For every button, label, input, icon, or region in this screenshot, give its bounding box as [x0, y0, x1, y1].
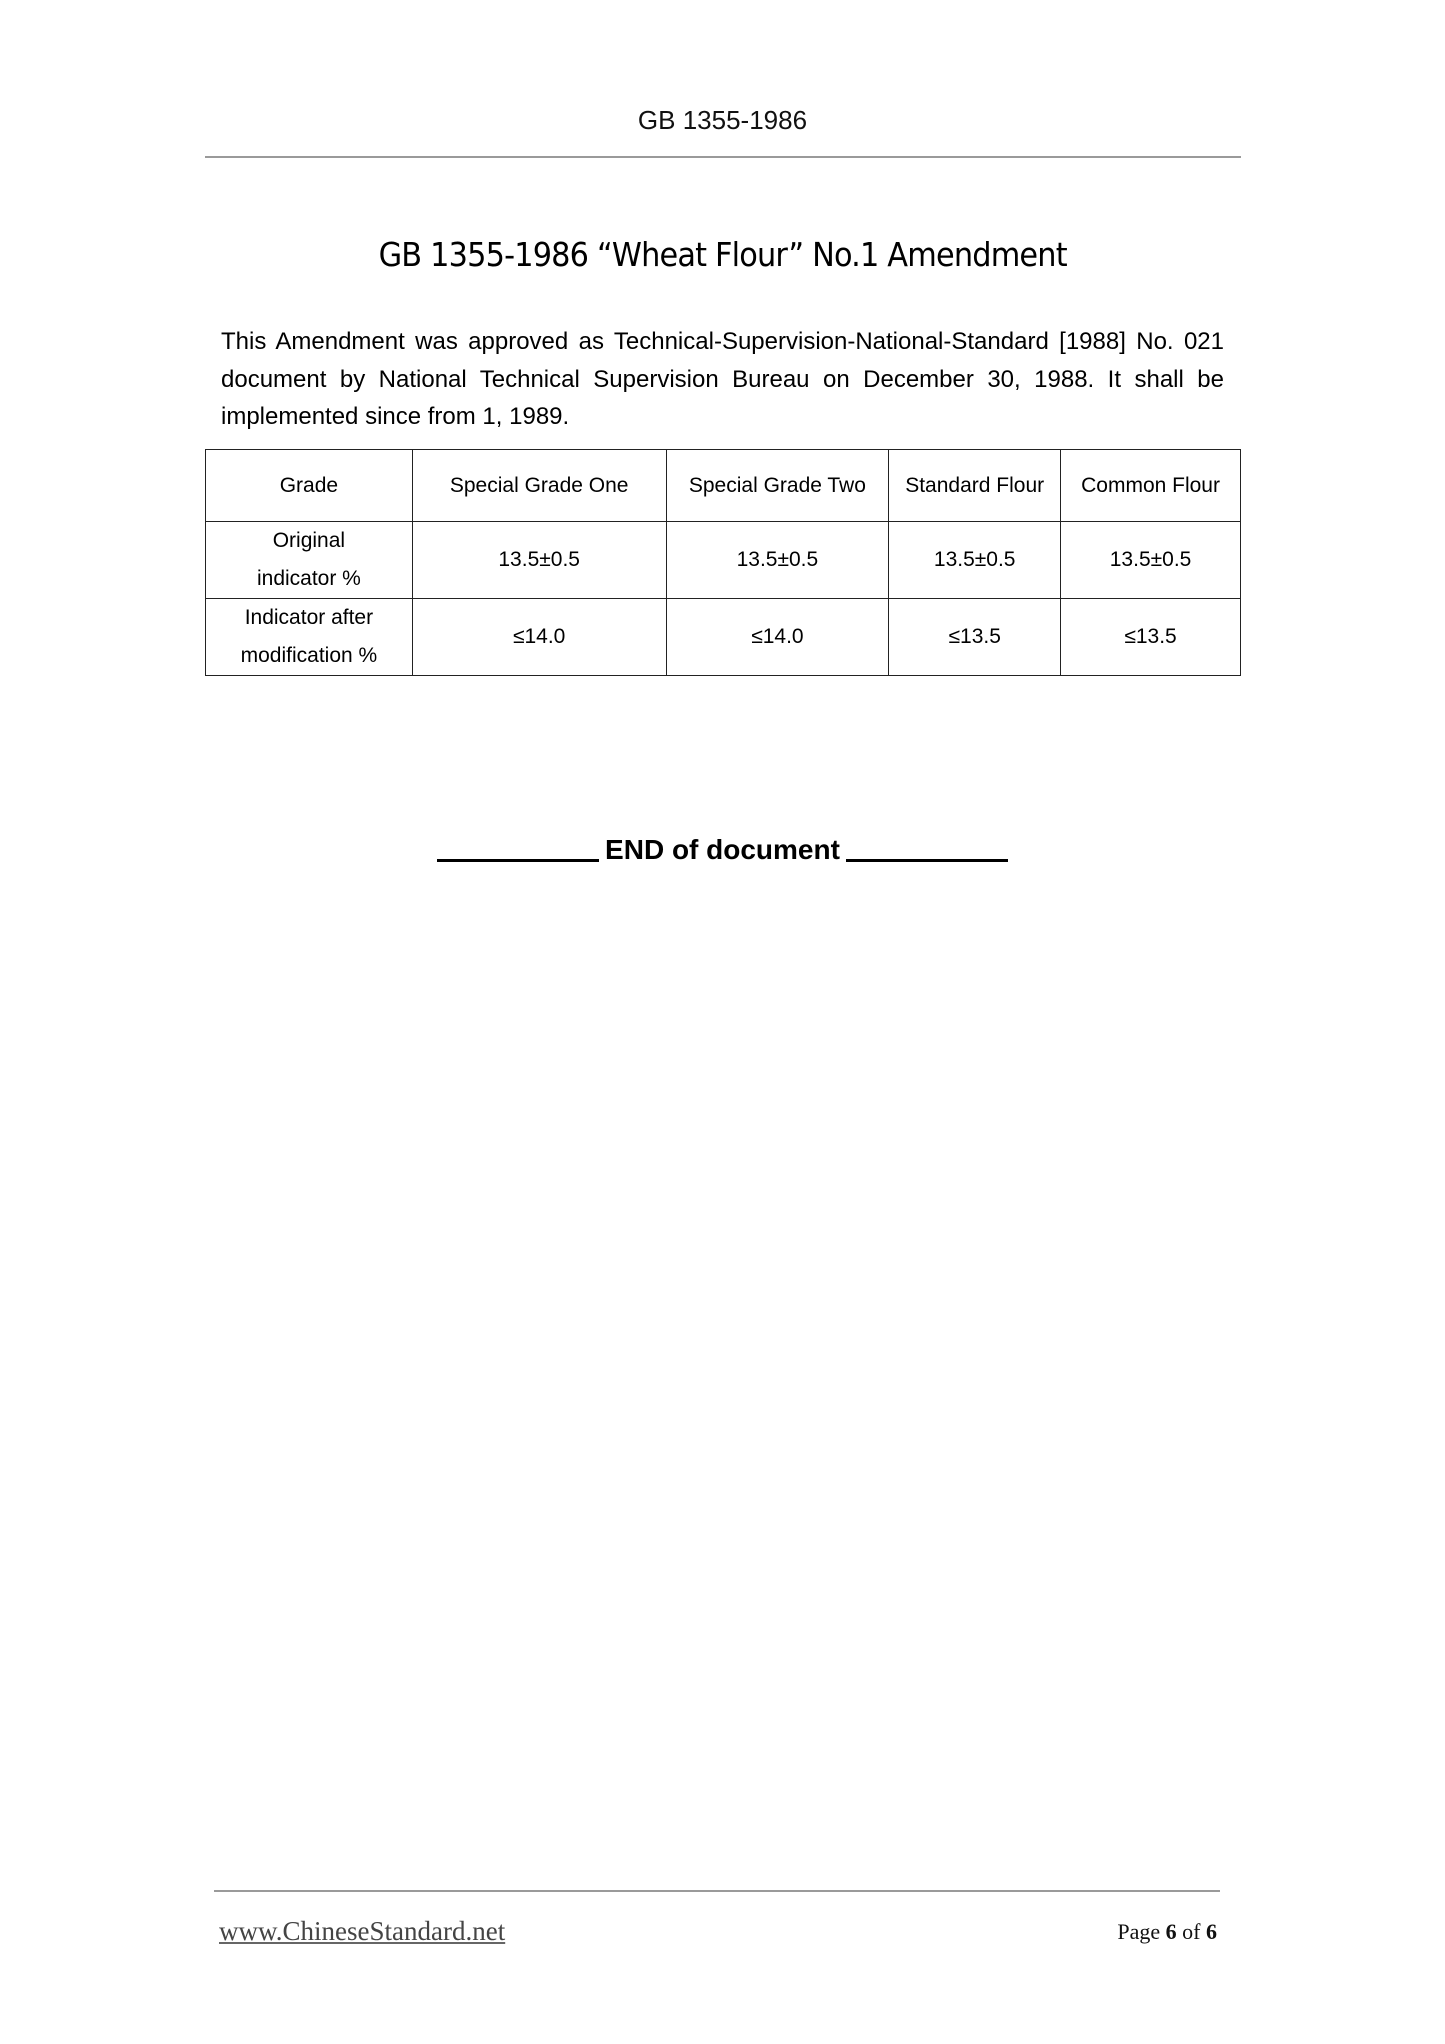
document-title: GB 1355-1986 “Wheat Flour” No.1 Amendment — [378, 235, 1067, 274]
moisture-indicator-table — [205, 449, 1241, 676]
table-cell: ≤14.0 — [412, 599, 666, 676]
column-header: Grade — [206, 450, 413, 522]
table-cell: 13.5±0.5 — [889, 522, 1061, 599]
table-header-row — [206, 450, 1241, 522]
row-label-line: Original — [272, 529, 346, 552]
intro-paragraph: This Amendment was approved as Technical-Supervision-National-Standard [1988] No. 021 document by National Technical Supervision Bureau on December 30, 1988. It shall be implemented since from 1, 1989. — [221, 328, 1224, 430]
page-number — [1117, 1917, 1217, 1947]
row-label-line: indicator % — [256, 567, 361, 590]
footer-divider — [214, 1890, 1220, 1892]
row-label-line: Indicator after — [244, 606, 374, 629]
page-current: 6 — [1165, 1919, 1177, 1944]
page-of: of — [1182, 1919, 1201, 1944]
underline-rule-left — [437, 859, 599, 862]
header-divider — [205, 156, 1241, 158]
table-cell: ≤13.5 — [1061, 599, 1241, 676]
website-link[interactable]: www.ChineseStandard.net — [219, 1916, 506, 1946]
row-label — [206, 522, 413, 599]
table-cell: ≤13.5 — [889, 599, 1061, 676]
column-header: Special Grade One — [412, 450, 666, 522]
table-cell: 13.5±0.5 — [412, 522, 666, 599]
running-header: GB 1355-1986 — [637, 105, 808, 135]
column-header: Special Grade Two — [666, 450, 889, 522]
end-of-document-marker — [0, 832, 1445, 868]
page-word: Page — [1117, 1919, 1161, 1944]
row-label-line: modification % — [240, 644, 378, 667]
table-row — [206, 599, 1241, 676]
table-row — [206, 522, 1241, 599]
table-cell: 13.5±0.5 — [666, 522, 889, 599]
column-header: Common Flour — [1061, 450, 1241, 522]
page-total: 6 — [1206, 1919, 1217, 1944]
column-header: Standard Flour — [889, 450, 1061, 522]
table-cell: 13.5±0.5 — [1061, 522, 1241, 599]
end-of-document-text: END of document — [605, 834, 840, 865]
underline-rule-right — [846, 859, 1008, 862]
row-label — [206, 599, 413, 676]
table-cell: ≤14.0 — [666, 599, 889, 676]
